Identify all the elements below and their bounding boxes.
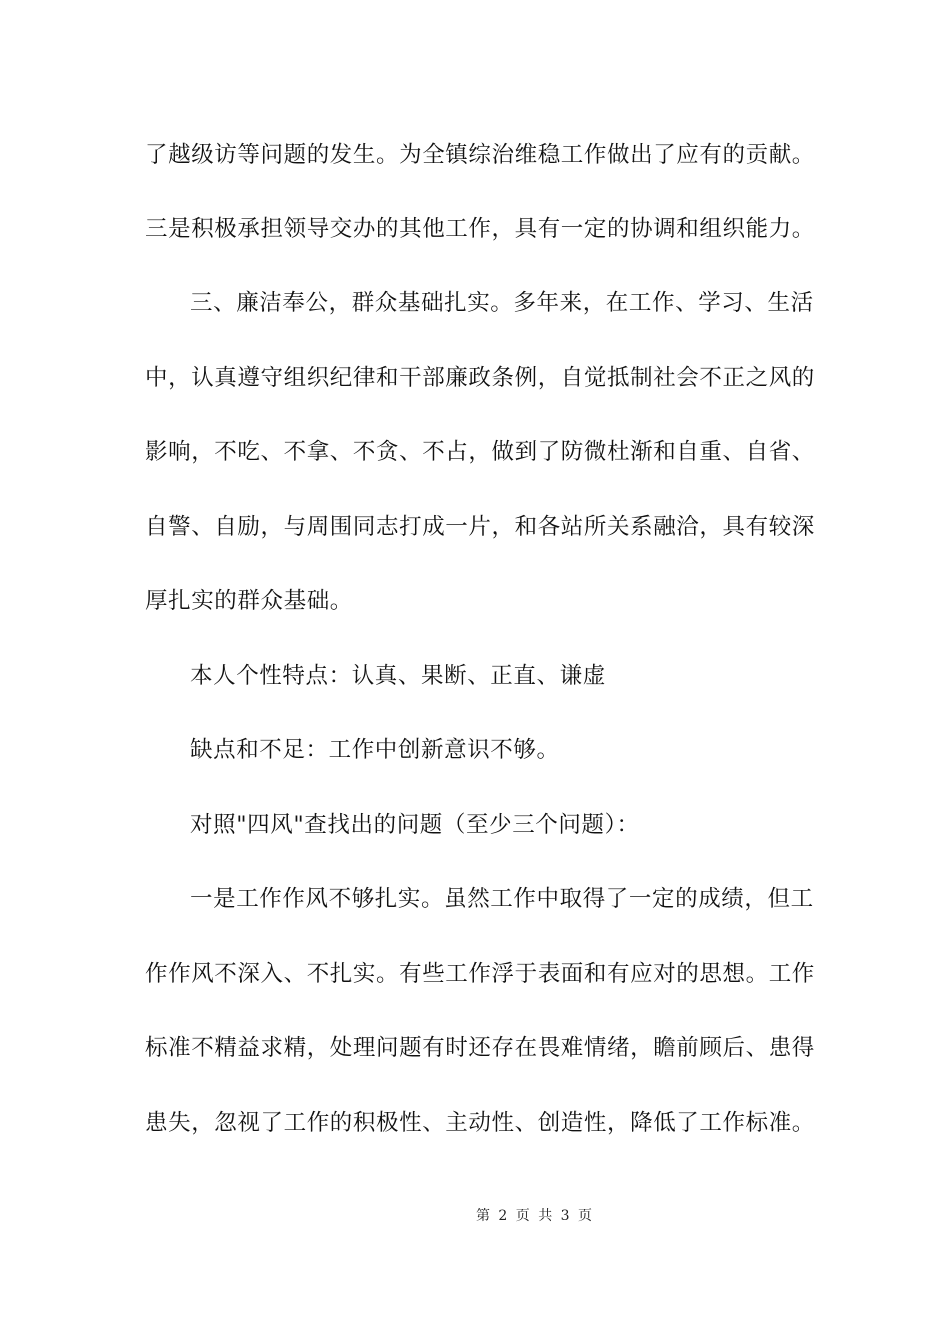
text-line-12: 作作风不深入、不扎实。有些工作浮于表面和有应对的思想。工作	[145, 961, 815, 987]
text-line-4: 中，认真遵守组织纪律和干部廉政条例，自觉抵制社会不正之风的	[145, 365, 815, 391]
text-line-8: 本人个性特点：认真、果断、正直、谦虚	[190, 663, 606, 689]
text-line-10: 对照"四风"查找出的问题（至少三个问题）：	[190, 812, 640, 838]
text-line-5: 影响，不吃、不拿、不贪、不占，做到了防微杜渐和自重、自省、	[145, 439, 815, 465]
page-number: 第 2 页 共 3 页	[475, 1208, 595, 1224]
text-line-2: 三是积极承担领导交办的其他工作，具有一定的协调和组织能力。	[145, 216, 815, 242]
text-line-9: 缺点和不足：工作中创新意识不够。	[190, 737, 560, 763]
text-line-3: 三、廉洁奉公，群众基础扎实。多年来，在工作、学习、生活	[190, 290, 814, 316]
text-line-7: 厚扎实的群众基础。	[145, 588, 353, 614]
page-footer	[0, 1207, 950, 1225]
text-line-11: 一是工作作风不够扎实。虽然工作中取得了一定的成绩，但工	[190, 886, 814, 912]
text-line-1: 了越级访等问题的发生。为全镇综治维稳工作做出了应有的贡献。	[145, 142, 815, 168]
text-line-6: 自警、自励，与周围同志打成一片，和各站所关系融洽，具有较深	[145, 514, 815, 540]
text-line-13: 标准不精益求精，处理问题有时还存在畏难情绪，瞻前顾后、患得	[145, 1035, 815, 1061]
text-line-14: 患失，忽视了工作的积极性、主动性、创造性，降低了工作标准。	[145, 1110, 815, 1136]
